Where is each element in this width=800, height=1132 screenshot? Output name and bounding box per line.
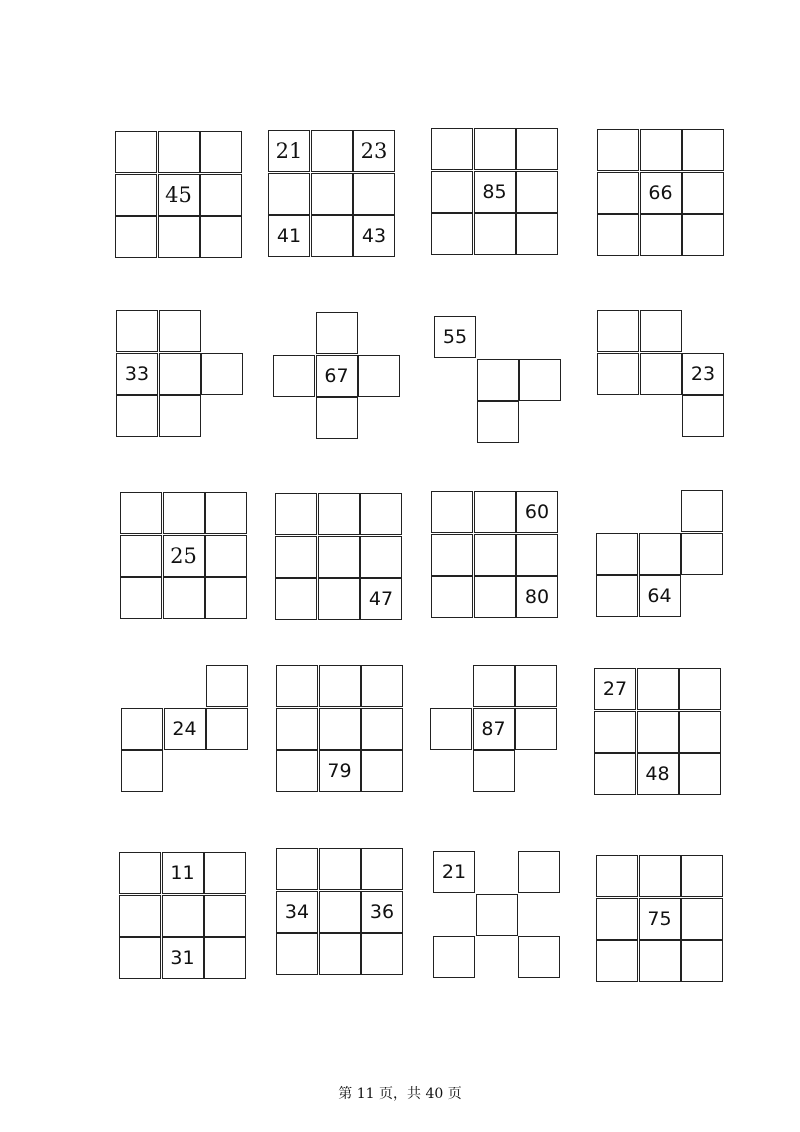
grid-cell — [681, 533, 723, 575]
grid-cell — [681, 940, 723, 982]
number-grid-puzzle — [597, 129, 729, 261]
grid-cell — [318, 493, 360, 535]
grid-cell — [431, 534, 473, 576]
grid-cell — [476, 894, 518, 936]
grid-cell — [268, 173, 310, 215]
grid-cell — [276, 750, 318, 792]
grid-cell — [120, 492, 162, 534]
number-grid-puzzle — [119, 852, 251, 984]
grid-cell — [640, 353, 682, 395]
number-grid-puzzle — [268, 130, 400, 262]
grid-cell: 11 — [162, 852, 204, 894]
grid-cell — [163, 492, 205, 534]
grid-cell: 21 — [268, 130, 310, 172]
grid-cell — [596, 575, 638, 617]
grid-cell — [682, 129, 724, 171]
grid-cell — [473, 665, 515, 707]
grid-cell — [682, 172, 724, 214]
grid-cell: 47 — [360, 578, 402, 620]
grid-cell — [361, 750, 403, 792]
grid-cell — [158, 131, 200, 173]
grid-cell — [200, 131, 242, 173]
grid-cell — [206, 708, 248, 750]
grid-cell: 41 — [268, 215, 310, 257]
grid-cell — [596, 855, 638, 897]
grid-cell — [360, 493, 402, 535]
number-grid-puzzle — [431, 491, 563, 623]
grid-cell — [681, 898, 723, 940]
grid-cell — [430, 708, 472, 750]
grid-cell — [200, 216, 242, 258]
grid-cell — [433, 936, 475, 978]
grid-cell — [474, 576, 516, 618]
grid-cell — [273, 355, 315, 397]
page-footer: 第 11 页，共 40 页 — [338, 1086, 462, 1102]
grid-cell — [276, 708, 318, 750]
grid-cell — [473, 750, 515, 792]
grid-cell — [116, 310, 158, 352]
grid-cell — [431, 128, 473, 170]
number-grid-puzzle — [121, 665, 253, 797]
grid-cell — [319, 848, 361, 890]
grid-cell — [597, 214, 639, 256]
grid-cell — [640, 129, 682, 171]
grid-cell — [318, 536, 360, 578]
grid-cell — [319, 708, 361, 750]
grid-cell — [640, 214, 682, 256]
grid-cell — [205, 535, 247, 577]
grid-cell: 79 — [319, 750, 361, 792]
grid-cell — [358, 355, 400, 397]
grid-cell — [119, 852, 161, 894]
grid-cell — [116, 395, 158, 437]
number-grid-puzzle — [115, 131, 247, 263]
grid-cell — [639, 940, 681, 982]
grid-cell — [679, 753, 721, 795]
grid-cell: 87 — [473, 708, 515, 750]
grid-cell — [515, 665, 557, 707]
grid-cell — [596, 533, 638, 575]
grid-cell — [204, 852, 246, 894]
grid-cell — [311, 130, 353, 172]
number-grid-puzzle — [596, 855, 728, 987]
grid-cell — [121, 708, 163, 750]
grid-cell — [596, 940, 638, 982]
grid-cell — [640, 310, 682, 352]
grid-cell — [519, 359, 561, 401]
grid-cell — [639, 855, 681, 897]
grid-cell: 66 — [640, 172, 682, 214]
grid-cell — [682, 214, 724, 256]
grid-cell — [159, 353, 201, 395]
number-grid-puzzle — [430, 665, 562, 797]
grid-cell — [158, 216, 200, 258]
grid-cell — [477, 401, 519, 443]
grid-cell — [159, 395, 201, 437]
grid-cell — [311, 215, 353, 257]
grid-cell — [597, 310, 639, 352]
grid-cell — [120, 577, 162, 619]
grid-cell — [316, 397, 358, 439]
number-grid-puzzle — [434, 316, 566, 448]
number-grid-puzzle — [431, 128, 563, 260]
grid-cell — [276, 665, 318, 707]
grid-cell: 55 — [434, 316, 476, 358]
grid-cell — [637, 668, 679, 710]
grid-cell: 23 — [353, 130, 395, 172]
grid-cell — [276, 933, 318, 975]
grid-cell — [204, 895, 246, 937]
grid-cell — [594, 711, 636, 753]
grid-cell — [361, 665, 403, 707]
grid-cell — [120, 535, 162, 577]
grid-cell: 80 — [516, 576, 558, 618]
grid-cell — [205, 577, 247, 619]
grid-cell — [477, 359, 519, 401]
grid-cell: 48 — [637, 753, 679, 795]
grid-cell — [275, 578, 317, 620]
grid-cell — [162, 895, 204, 937]
number-grid-puzzle — [273, 312, 405, 444]
grid-cell — [163, 577, 205, 619]
grid-cell — [597, 353, 639, 395]
grid-cell — [474, 491, 516, 533]
grid-cell — [679, 711, 721, 753]
grid-cell — [516, 128, 558, 170]
grid-cell — [319, 891, 361, 933]
grid-cell — [361, 848, 403, 890]
grid-cell: 24 — [164, 708, 206, 750]
grid-cell — [682, 395, 724, 437]
grid-cell — [353, 173, 395, 215]
grid-cell — [515, 708, 557, 750]
grid-cell — [637, 711, 679, 753]
number-grid-puzzle — [594, 668, 726, 800]
grid-cell: 36 — [361, 891, 403, 933]
grid-cell — [360, 536, 402, 578]
grid-cell — [431, 213, 473, 255]
grid-cell — [597, 172, 639, 214]
number-grid-puzzle — [596, 490, 728, 622]
number-grid-puzzle — [276, 848, 408, 980]
grid-cell — [119, 937, 161, 979]
grid-cell: 64 — [639, 575, 681, 617]
grid-cell: 27 — [594, 668, 636, 710]
grid-cell: 21 — [433, 851, 475, 893]
grid-cell — [115, 216, 157, 258]
grid-cell — [516, 171, 558, 213]
grid-cell — [318, 578, 360, 620]
grid-cell: 45 — [158, 174, 200, 216]
grid-cell — [201, 353, 243, 395]
grid-cell — [311, 173, 353, 215]
grid-cell: 85 — [474, 171, 516, 213]
grid-cell — [121, 750, 163, 792]
number-grid-puzzle — [433, 851, 565, 983]
grid-cell — [431, 491, 473, 533]
grid-cell — [316, 312, 358, 354]
grid-cell — [206, 665, 248, 707]
grid-cell — [159, 310, 201, 352]
grid-cell — [679, 668, 721, 710]
grid-cell — [319, 665, 361, 707]
grid-cell — [200, 174, 242, 216]
grid-cell: 23 — [682, 353, 724, 395]
grid-cell — [596, 898, 638, 940]
number-grid-puzzle — [276, 665, 408, 797]
grid-cell — [275, 493, 317, 535]
grid-cell: 34 — [276, 891, 318, 933]
grid-cell — [474, 128, 516, 170]
grid-cell — [115, 174, 157, 216]
number-grid-puzzle — [275, 493, 407, 625]
grid-cell — [431, 171, 473, 213]
grid-cell — [681, 490, 723, 532]
grid-cell: 67 — [316, 355, 358, 397]
grid-cell — [597, 129, 639, 171]
grid-cell — [474, 213, 516, 255]
grid-cell — [119, 895, 161, 937]
grid-cell — [516, 213, 558, 255]
grid-cell — [276, 848, 318, 890]
grid-cell — [518, 851, 560, 893]
grid-cell — [431, 576, 473, 618]
grid-cell — [474, 534, 516, 576]
grid-cell — [516, 534, 558, 576]
grid-cell — [361, 933, 403, 975]
grid-cell — [204, 937, 246, 979]
number-grid-puzzle — [597, 310, 729, 442]
grid-cell — [319, 933, 361, 975]
grid-cell — [361, 708, 403, 750]
grid-cell — [115, 131, 157, 173]
grid-cell: 60 — [516, 491, 558, 533]
grid-cell: 33 — [116, 353, 158, 395]
grid-cell — [594, 753, 636, 795]
grid-cell: 75 — [639, 898, 681, 940]
grid-cell — [205, 492, 247, 534]
grid-cell: 25 — [163, 535, 205, 577]
grid-cell — [275, 536, 317, 578]
number-grid-puzzle — [116, 310, 248, 442]
grid-cell: 31 — [162, 937, 204, 979]
grid-cell — [639, 533, 681, 575]
grid-cell — [681, 855, 723, 897]
number-grid-puzzle — [120, 492, 252, 624]
grid-cell: 43 — [353, 215, 395, 257]
grid-cell — [518, 936, 560, 978]
